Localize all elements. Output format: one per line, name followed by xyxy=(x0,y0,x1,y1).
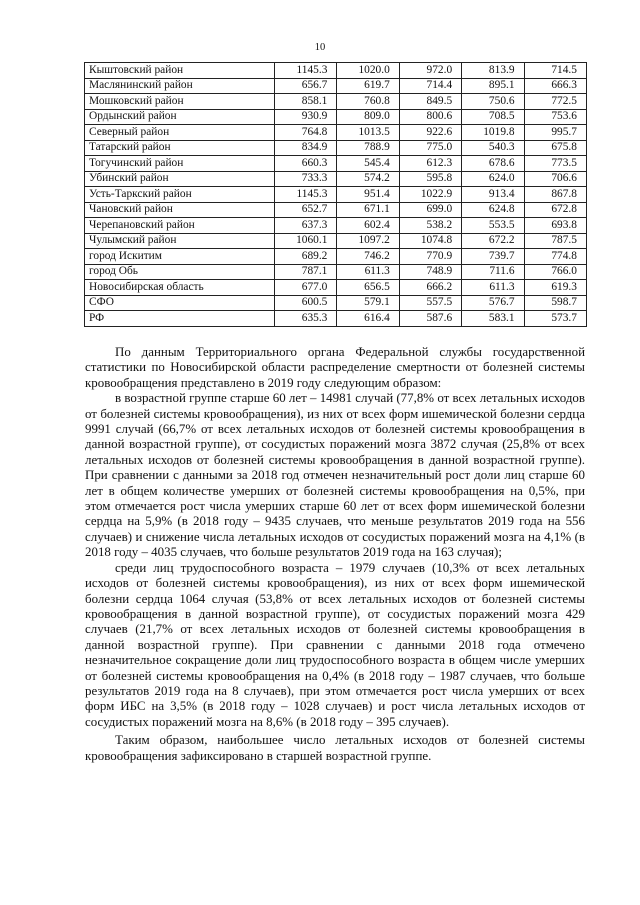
table-cell-value: 624.8 xyxy=(462,202,524,218)
table-cell-value: 708.5 xyxy=(462,109,524,125)
table-cell-value: 619.3 xyxy=(524,280,586,296)
table-cell-region: Северный район xyxy=(85,125,275,141)
table-row xyxy=(85,311,587,327)
table-cell-value: 772.5 xyxy=(524,94,586,110)
table-cell-region: Черепановский район xyxy=(85,218,275,234)
table-cell-value: 660.3 xyxy=(275,156,337,172)
table-cell-value: 748.9 xyxy=(399,264,461,280)
table-cell-region: Ордынский район xyxy=(85,109,275,125)
table-cell-value: 1145.3 xyxy=(275,187,337,203)
table-cell-value: 1060.1 xyxy=(275,233,337,249)
table-cell-value: 1074.8 xyxy=(399,233,461,249)
table-cell-value: 652.7 xyxy=(275,202,337,218)
table-row xyxy=(85,78,587,94)
table-row xyxy=(85,202,587,218)
table-cell-value: 538.2 xyxy=(399,218,461,234)
table-row xyxy=(85,233,587,249)
table-row xyxy=(85,187,587,203)
table-cell-value: 675.8 xyxy=(524,140,586,156)
table-cell-value: 557.5 xyxy=(399,295,461,311)
table-cell-value: 540.3 xyxy=(462,140,524,156)
table-cell-region: город Обь xyxy=(85,264,275,280)
table-cell-value: 922.6 xyxy=(399,125,461,141)
table-cell-value: 1019.8 xyxy=(462,125,524,141)
table-cell-value: 858.1 xyxy=(275,94,337,110)
table-cell-value: 813.9 xyxy=(462,63,524,79)
table-cell-value: 750.6 xyxy=(462,94,524,110)
table-cell-value: 775.0 xyxy=(399,140,461,156)
table-cell-value: 930.9 xyxy=(275,109,337,125)
table-cell-value: 672.8 xyxy=(524,202,586,218)
table-cell-region: город Искитим xyxy=(85,249,275,265)
table-cell-region: Кыштовский район xyxy=(85,63,275,79)
table-cell-value: 800.6 xyxy=(399,109,461,125)
table-cell-value: 677.0 xyxy=(275,280,337,296)
table-cell-value: 595.8 xyxy=(399,171,461,187)
table-cell-value: 545.4 xyxy=(337,156,399,172)
table-cell-value: 656.7 xyxy=(275,78,337,94)
table-cell-region: Убинский район xyxy=(85,171,275,187)
table-cell-value: 746.2 xyxy=(337,249,399,265)
table-row xyxy=(85,249,587,265)
table-cell-value: 693.8 xyxy=(524,218,586,234)
table-cell-value: 766.0 xyxy=(524,264,586,280)
table-cell-value: 739.7 xyxy=(462,249,524,265)
mortality-table-body xyxy=(85,63,587,327)
table-cell-value: 1145.3 xyxy=(275,63,337,79)
table-cell-value: 764.8 xyxy=(275,125,337,141)
table-row xyxy=(85,63,587,79)
table-cell-value: 753.6 xyxy=(524,109,586,125)
table-cell-value: 913.4 xyxy=(462,187,524,203)
table-cell-region: РФ xyxy=(85,311,275,327)
table-row xyxy=(85,140,587,156)
table-cell-value: 1020.0 xyxy=(337,63,399,79)
table-cell-value: 553.5 xyxy=(462,218,524,234)
table-row xyxy=(85,109,587,125)
table-cell-value: 995.7 xyxy=(524,125,586,141)
table-cell-region: Татарский район xyxy=(85,140,275,156)
table-cell-region: Маслянинский район xyxy=(85,78,275,94)
table-cell-value: 849.5 xyxy=(399,94,461,110)
table-cell-value: 1097.2 xyxy=(337,233,399,249)
mortality-table xyxy=(84,62,587,327)
table-row xyxy=(85,218,587,234)
table-cell-value: 774.8 xyxy=(524,249,586,265)
table-cell-value: 867.8 xyxy=(524,187,586,203)
paragraph-working-age-group: среди лиц трудоспособного возраста – 1979 случаев (10,3% от всех летальных исходов от болезней системы кровообращения), из них от всех форм ишемической болезни сердца 1064 случая (53,8% от всех летальных исходов от болезней системы кровообращения в данной возрастной группе), от сосудистых поражений мозга 429 случаев (21,7% от всех летальных исходов от болезней системы кровообращения в данной возрастной группе). При сравнении с данными 2018 года отмечено незначительное сокращение доли лиц трудоспособного возраста в общем числе умерших от болезней системы кровообращения на 0,4% (в 2018 году – 1987 случаев, что больше результатов 2019 года на 8 случаев), при этом отмечается рост числа умерших от всех форм ИБС на 3,5% (в 2018 году – 1028 случаев) и рост числа летальных исходов от сосудистых поражений мозга на 8,6% (в 2018 году – 395 случаев). xyxy=(85,559,585,729)
table-cell-value: 611.3 xyxy=(462,280,524,296)
table-cell-value: 656.5 xyxy=(337,280,399,296)
table-cell-value: 706.6 xyxy=(524,171,586,187)
table-cell-value: 834.9 xyxy=(275,140,337,156)
table-row xyxy=(85,264,587,280)
paragraph-conclusion: Таким образом, наибольшее число летальных исходов от болезней системы кровообращения зафиксировано в старшей возрастной группе. xyxy=(85,732,585,763)
table-cell-region: Усть-Таркский район xyxy=(85,187,275,203)
table-cell-value: 895.1 xyxy=(462,78,524,94)
table-cell-value: 611.3 xyxy=(337,264,399,280)
table-cell-value: 711.6 xyxy=(462,264,524,280)
table-cell-value: 637.3 xyxy=(275,218,337,234)
table-cell-value: 666.3 xyxy=(524,78,586,94)
table-cell-value: 1013.5 xyxy=(337,125,399,141)
table-cell-value: 600.5 xyxy=(275,295,337,311)
table-cell-value: 787.5 xyxy=(524,233,586,249)
table-cell-region: СФО xyxy=(85,295,275,311)
table-cell-region: Мошковский район xyxy=(85,94,275,110)
table-cell-value: 574.2 xyxy=(337,171,399,187)
table-cell-value: 583.1 xyxy=(462,311,524,327)
table-cell-value: 809.0 xyxy=(337,109,399,125)
table-cell-value: 576.7 xyxy=(462,295,524,311)
table-cell-value: 787.1 xyxy=(275,264,337,280)
table-cell-value: 635.3 xyxy=(275,311,337,327)
table-cell-value: 972.0 xyxy=(399,63,461,79)
table-cell-value: 773.5 xyxy=(524,156,586,172)
table-row xyxy=(85,94,587,110)
table-cell-value: 672.2 xyxy=(462,233,524,249)
table-row xyxy=(85,125,587,141)
table-cell-value: 619.7 xyxy=(337,78,399,94)
table-cell-value: 699.0 xyxy=(399,202,461,218)
paragraph-elderly-group: в возрастной группе старше 60 лет – 14981 случай (77,8% от всех летальных исходов от болезней системы кровообращения), из них от всех форм ишемической болезни сердца 9991 случай (66,7% от всех летальных исходов от болезней системы кровообращения в данной возрастной группе), от сосудистых поражений мозга 3872 случая (25,8% от всех летальных исходов от болезней системы кровообращения в данной возрастной группе). При сравнении с данными за 2018 год отмечен незначительный рост доли лиц старше 60 лет в общем количестве умерших от болезней системы кровообращения на 0,5%, при этом отмечается рост числа умерших старше 60 лет от всех форм ишемической болезни сердца на 5,9% (в 2018 году – 9435 случаев, что меньше результатов 2019 года на 556 случаев) и снижение числа летальных исходов от сосудистых поражений мозга на 4,1% (в 2018 году – 4035 случаев, что больше результатов 2019 года на 163 случая); xyxy=(85,390,585,560)
table-cell-value: 714.4 xyxy=(399,78,461,94)
table-cell-value: 733.3 xyxy=(275,171,337,187)
table-cell-region: Чулымский район xyxy=(85,233,275,249)
table-cell-value: 788.9 xyxy=(337,140,399,156)
table-cell-value: 666.2 xyxy=(399,280,461,296)
paragraph-intro: По данным Территориального органа Федеральной службы государственной статистики по Новосибирской области распределение смертности от болезней системы кровообращения представлено в 2019 году следующим образом: xyxy=(85,344,585,390)
table-cell-value: 1022.9 xyxy=(399,187,461,203)
table-cell-value: 573.7 xyxy=(524,311,586,327)
body-text xyxy=(85,344,585,763)
table-cell-value: 671.1 xyxy=(337,202,399,218)
table-cell-value: 951.4 xyxy=(337,187,399,203)
page-number: 10 xyxy=(314,42,326,53)
table-row xyxy=(85,295,587,311)
table-cell-value: 616.4 xyxy=(337,311,399,327)
table-cell-value: 587.6 xyxy=(399,311,461,327)
table-cell-value: 624.0 xyxy=(462,171,524,187)
table-cell-value: 770.9 xyxy=(399,249,461,265)
table-cell-value: 760.8 xyxy=(337,94,399,110)
table-cell-region: Новосибирская область xyxy=(85,280,275,296)
table-cell-value: 714.5 xyxy=(524,63,586,79)
table-cell-value: 689.2 xyxy=(275,249,337,265)
table-cell-region: Тогучинский район xyxy=(85,156,275,172)
table-cell-value: 579.1 xyxy=(337,295,399,311)
table-cell-value: 602.4 xyxy=(337,218,399,234)
table-cell-value: 598.7 xyxy=(524,295,586,311)
table-row xyxy=(85,280,587,296)
table-row xyxy=(85,156,587,172)
table-cell-value: 612.3 xyxy=(399,156,461,172)
table-cell-region: Чановский район xyxy=(85,202,275,218)
table-row xyxy=(85,171,587,187)
table-cell-value: 678.6 xyxy=(462,156,524,172)
